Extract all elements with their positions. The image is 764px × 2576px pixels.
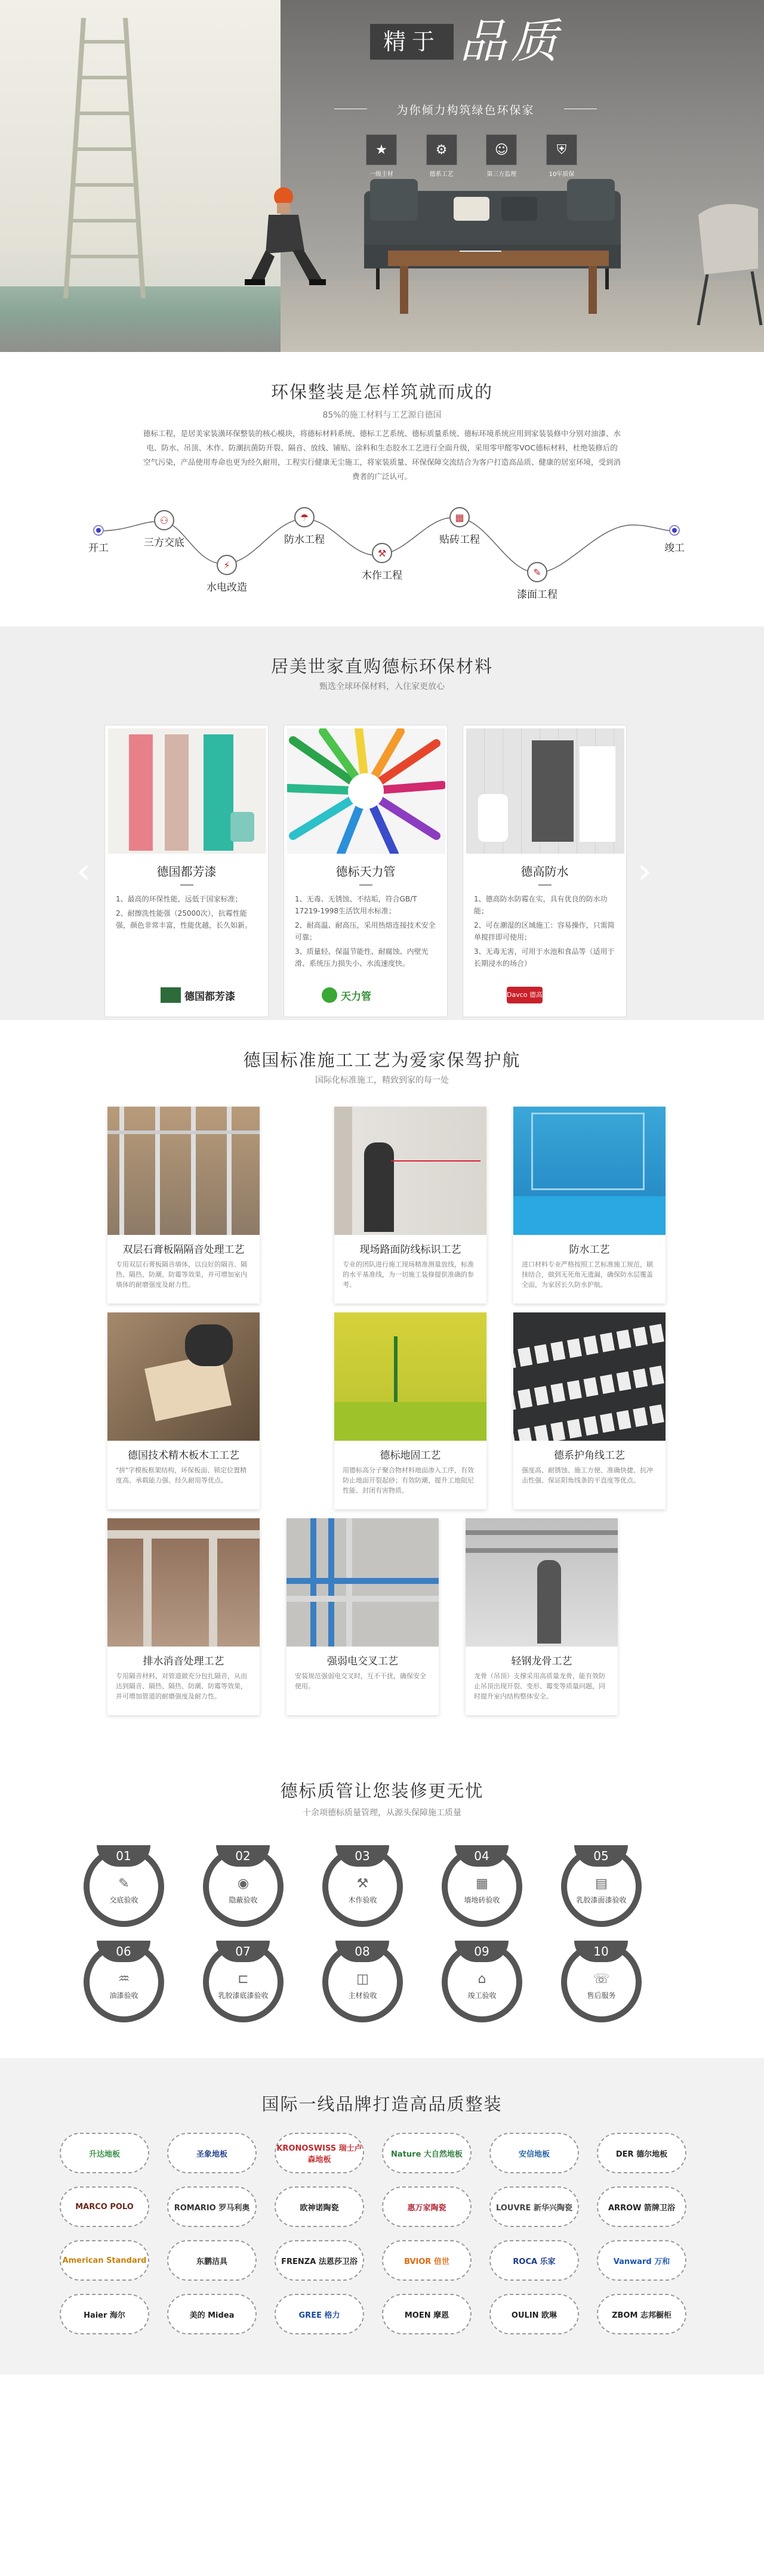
quality-number: 09: [455, 1941, 509, 1962]
woodwork-icon: ⚒: [372, 543, 392, 563]
paint-icon: ▤: [595, 1876, 608, 1891]
craft-card: [107, 1107, 260, 1304]
brand-badge: 惠万家陶瓷: [382, 2186, 472, 2227]
eye-icon: ◉: [237, 1876, 249, 1891]
craft-desc: 强度高、耐锈蚀、施工方便、准确快捷、抗冲击性强、保证阳角线条的平直度等优点。: [522, 1466, 653, 1484]
divider: [180, 884, 193, 886]
divider: [538, 884, 552, 886]
waterproof-icon: ☂: [294, 507, 315, 527]
quality-label: 隐蔽验收: [229, 1896, 258, 1904]
section-subtitle: 十余项德标质量管理，从源头保障施工质量: [303, 1808, 461, 1818]
gear-icon: ⚙: [426, 134, 457, 165]
material-point: 2、耐高温、耐高压，采用热熔连接技术安全可靠；: [295, 921, 436, 941]
box-icon: ◫: [356, 1972, 369, 1987]
hero-title-group: [370, 15, 597, 101]
hero-feature-label: 第三方监理: [486, 171, 517, 178]
brand-badge: MOEN 摩恩: [382, 2294, 472, 2334]
divider: [359, 884, 372, 886]
quality-number: 10: [574, 1941, 628, 1962]
quality-item: [84, 1942, 164, 2022]
material-point: 3、质量轻、保温节能性、耐腐蚀、内壁光滑、系统压力损失小、水流速度快。: [295, 947, 429, 968]
material-points: [105, 893, 268, 931]
quality-item: [203, 1942, 284, 2022]
brand-badge: DER 德尔地板: [597, 2133, 686, 2173]
craft-desc: 安装规范强弱电交叉时，互不干扰，确保安全使用。: [295, 1672, 426, 1690]
quality-item: [84, 1846, 164, 1927]
brand-logo-text: 天力管: [341, 990, 371, 1003]
craft-image: [286, 1518, 439, 1647]
quality-number: 06: [97, 1941, 150, 1962]
quality-label: 主材验收: [348, 1991, 377, 2000]
process-step-label: 水电改造: [207, 582, 247, 594]
craft-card: [334, 1312, 486, 1509]
material-name: 德标天力管: [335, 864, 396, 879]
brand-badge: 欧神诺陶瓷: [275, 2186, 364, 2227]
craft-desc: 专用隔音材料，对管道做充分包扎隔音，从而达到隔音、隔热、隔热、防潮、防霉等效果，并可增加管道的耐磨强度及耐力性。: [116, 1672, 247, 1700]
craft-card: [513, 1312, 666, 1509]
hero-feature-label: 一级主材: [369, 171, 393, 178]
brand-logo: [161, 983, 256, 1007]
tile-icon: ▦: [449, 507, 470, 527]
craft-image: [334, 1107, 486, 1235]
quality-label: 乳胶漆底漆验收: [218, 1991, 269, 2000]
section-title: 国际一线品牌打造高品质整装: [261, 2094, 503, 2114]
pen-icon: ✎: [118, 1876, 130, 1891]
process-step: [349, 543, 415, 582]
materials-section: [0, 626, 764, 1020]
craft-name: 防水工艺: [569, 1244, 610, 1256]
material-point: 3、无毒无害，可用于水池和食品等（适用于长期浸水的场合）: [474, 947, 615, 968]
material-point: 2、可在潮湿的区域施工：容易操作，只需简单搅拌即可使用；: [474, 921, 615, 941]
brand-badge: ZBOM 志邦橱柜: [597, 2294, 686, 2334]
roller-icon: ⊏: [238, 1972, 249, 1987]
process-step: [504, 562, 570, 601]
craft-card: [286, 1518, 439, 1715]
hero-subtitle: [334, 101, 597, 118]
craft-card: [107, 1312, 260, 1509]
shield-icon: ⛨: [546, 134, 577, 165]
craft-desc: 专业的团队进行施工现场精准测量放线，标准的水平基准线，为一切施工装修提供准确的参考。: [343, 1261, 474, 1289]
material-point: 1、德高防水防霉在实，具有优良的防水功能；: [474, 895, 608, 915]
brand-badge: BVIOR 倍世: [382, 2240, 472, 2281]
quality-item: [322, 1942, 403, 2022]
craft-desc: 进口材料专业严格按照工艺标准施工规范，刷抹结合，做到无死角无遗漏，确保防水层覆盖全面，为家居长久防水护航。: [522, 1261, 653, 1289]
section-title: 德标质管让您装修更无忧: [280, 1781, 484, 1801]
brand-badge: ROMARIO 罗马利奥: [167, 2186, 257, 2227]
section-subtitle: 85%的施工材料与工艺源自德国: [322, 410, 442, 420]
material-point: 1、最高的环保性能，远低于国家标准；: [116, 895, 242, 903]
craft-name: 德国技术精木板木工工艺: [128, 1450, 239, 1462]
material-card: [104, 725, 269, 1017]
process-step-label: 防水工程: [284, 534, 325, 546]
craft-name: 轻钢龙骨工艺: [511, 1655, 572, 1667]
inspector-icon: ☺: [486, 134, 517, 165]
craft-image: [466, 1518, 618, 1647]
craft-name: 排水消音处理工艺: [143, 1655, 224, 1667]
brands-section: [0, 2058, 764, 2374]
brand-badge: American Standard: [60, 2240, 149, 2281]
craft-name: 德标地固工艺: [380, 1450, 441, 1462]
craft-desc: 专用双层石膏板隔音墙体，以良好的隔音、隔热、隔热、防潮、防霉等效果，并可增加室内墙体的耐磨强度及耐力性。: [116, 1261, 247, 1289]
craft-desc: "拼"字模板框架结构，环保板面、锁定位置精度高、承载能力强、经久耐用等优点。: [116, 1466, 247, 1484]
quality-item: [561, 1942, 642, 2022]
section-title: 居美世家直购德标环保材料: [270, 656, 493, 677]
quality-number: 03: [335, 1845, 389, 1867]
brand-badge: 东鹏洁具: [167, 2240, 257, 2281]
brand-badge: Nature 大自然地板: [382, 2133, 472, 2173]
brand-badge: KRONOSWISS 瑞士卢森地板: [275, 2133, 364, 2173]
section-subtitle: 甄选全球环保材料，入住家更放心: [319, 682, 445, 691]
service-icon: ☏: [593, 1972, 610, 1987]
coffee-table-illustration: [388, 251, 609, 316]
hero-title-big: 品质: [460, 15, 563, 69]
env-process-section: [0, 352, 764, 626]
material-image-pipes: [287, 728, 445, 854]
quality-label: 交底验收: [109, 1896, 138, 1904]
brand-badge: 升达地板: [60, 2133, 149, 2173]
brand-logo-text: Davco 德高: [507, 987, 543, 1003]
craft-name: 双层石膏板隔隔音处理工艺: [122, 1244, 245, 1256]
material-card: [284, 725, 448, 1017]
hero-feature-list: [358, 134, 585, 182]
hero-subtitle-text: 为你倾力构筑绿色环保家: [396, 104, 535, 117]
quality-label: 售后服务: [587, 1991, 616, 2000]
quality-number: 04: [455, 1845, 509, 1867]
quality-label: 木作验收: [348, 1896, 377, 1904]
brand-badge: ARROW 箭牌卫浴: [597, 2186, 686, 2227]
process-step: [131, 510, 197, 549]
brand-badge: 安信地板: [489, 2133, 579, 2173]
hero-feature-label: 10年质保: [549, 171, 575, 178]
craft-card: [334, 1107, 486, 1304]
meeting-icon: ⚇: [154, 510, 174, 530]
quality-item: [442, 1846, 522, 1927]
carousel-next-icon[interactable]: ›: [637, 850, 652, 892]
paint-icon: ✎: [527, 562, 547, 582]
medal-icon: ★: [366, 134, 397, 165]
quality-number: 05: [574, 1845, 628, 1867]
craft-name: 强弱电交叉工艺: [327, 1655, 398, 1667]
process-step: [427, 507, 492, 546]
hero-banner: [0, 0, 764, 352]
craft-image: [513, 1107, 666, 1235]
hero-feature: [538, 134, 585, 182]
quality-label: 墙地砖验收: [464, 1896, 500, 1904]
material-image-paint: [108, 728, 266, 854]
start-dot-icon: [93, 525, 104, 536]
process-step-label: 开工: [88, 542, 109, 554]
process-step-start: [66, 525, 131, 554]
craft-image: [334, 1312, 486, 1441]
brand-logo-text: 德国都芳漆: [184, 990, 235, 1003]
end-dot-icon: [669, 525, 680, 536]
brand-badge: MARCO POLO: [60, 2186, 149, 2227]
hero-feature: [358, 134, 405, 182]
brand-badge: 美的 Midea: [167, 2294, 257, 2334]
quality-label: 乳胶漆面漆验收: [576, 1896, 627, 1904]
craft-image: [513, 1312, 666, 1441]
material-card: [463, 725, 627, 1017]
hero-feature: [478, 134, 525, 182]
quality-number: 01: [97, 1845, 150, 1867]
brand-badge: OULIN 欧琳: [489, 2294, 579, 2334]
craft-image: [107, 1518, 260, 1647]
brand-badge: LOUVRE 新华兴陶瓷: [489, 2186, 579, 2227]
brand-badge: Vanward 万和: [597, 2240, 686, 2281]
plumbing-icon: ⚡: [217, 555, 237, 575]
quality-number: 08: [335, 1941, 389, 1962]
page-footer-space: [0, 2374, 764, 2576]
process-step-label: 木作工程: [362, 570, 402, 582]
worker-illustration: [227, 179, 328, 298]
quality-item: [442, 1942, 522, 2022]
craft-image: [107, 1107, 260, 1235]
craft-section: [0, 1020, 764, 1754]
brand-logo: [507, 983, 602, 1007]
quality-label: 油漆验收: [109, 1991, 138, 2000]
craft-image: [107, 1312, 260, 1441]
material-name: 德高防水: [520, 864, 569, 879]
house-icon: ⌂: [478, 1972, 486, 1987]
quality-section: [0, 1754, 764, 2058]
brand-badge: ROCA 乐家: [489, 2240, 579, 2281]
brush-icon: ♒: [118, 1972, 130, 1987]
hero-feature: [418, 134, 465, 182]
craft-card: [466, 1518, 618, 1715]
quality-label: 竣工验收: [467, 1991, 497, 2000]
process-step: [272, 507, 337, 546]
quality-item: [203, 1846, 284, 1927]
chair-illustration: [686, 197, 764, 328]
process-step-end: [642, 525, 707, 554]
process-step-label: 漆面工程: [517, 589, 557, 601]
material-points: [463, 893, 626, 969]
craft-card: [107, 1518, 260, 1715]
material-point: 1、无毒、无锈蚀、不结垢，符合GB/T 17219-1998生活饮用水标准；: [295, 895, 417, 915]
craft-name: 现场路面防线标识工艺: [359, 1244, 461, 1256]
material-points: [284, 893, 447, 969]
craft-desc: 用德标高分子聚合物材料地面渗入工序，有效防止地面开裂起砂；有效防潮、提升工地阻尼性能、封闭有害物质。: [343, 1466, 474, 1494]
quality-number: 02: [216, 1845, 270, 1867]
brand-badge: Haier 海尔: [60, 2294, 149, 2334]
ladder-illustration: [60, 18, 149, 298]
process-step-label: 竣工: [664, 542, 685, 554]
craft-card: [513, 1107, 666, 1304]
section-title: 环保整装是怎样筑就而成的: [270, 382, 493, 402]
material-name: 德国都芳漆: [156, 864, 217, 879]
material-point: 2、耐擦洗性能强（25000次），抗霉性能强，颜色非常丰富，性能优越，长久如新。: [116, 909, 252, 929]
process-timeline: [60, 507, 704, 620]
process-step: [194, 555, 260, 594]
hero-feature-label: 德系工艺: [429, 171, 454, 178]
carousel-prev-icon[interactable]: ‹: [76, 850, 91, 892]
process-step-label: 三方交底: [144, 537, 184, 549]
hammer-icon: ⚒: [356, 1876, 369, 1891]
brand-logo: [322, 983, 417, 1007]
craft-name: 德系护角线工艺: [554, 1450, 625, 1462]
material-image-bathroom: [466, 728, 624, 854]
quality-number: 07: [216, 1941, 270, 1962]
brand-badge: GREE 格力: [275, 2294, 364, 2334]
hero-title-box: 精于: [370, 24, 454, 60]
env-intro: 德标工程，是居美家装潢环保整装的核心模块，将德标材料系统、德标工艺系统、德标质量系统、德标环境系统应用到家装装修中分别对油漆、水电、防水、吊顶、木作、防潮抗菌防开裂、隔音、放线、铺贴、涂料和生态胶水工艺进行全面升级，采用零甲醛零VOC德标材料，杜绝装修后的空气污染，产品使用寿命也更为经久耐用，工程实行健康无尘施工，将家装质量、环保保障交流结合为客户打造高品质、健康的居室环境，受到消费者的广泛认可。: [143, 429, 621, 481]
section-subtitle: 国际化标准施工，精致到家的每一处: [315, 1076, 449, 1085]
brand-badge: 圣象地板: [167, 2133, 257, 2173]
quality-item: [322, 1846, 403, 1927]
section-title: 德国标准施工工艺为爱家保驾护航: [243, 1050, 521, 1070]
quality-item: [561, 1846, 642, 1927]
tile-icon: ▦: [476, 1876, 488, 1891]
process-step-label: 贴砖工程: [439, 534, 480, 546]
brand-badge: FRENZA 法恩莎卫浴: [275, 2240, 364, 2281]
craft-desc: 龙骨（吊顶）支撑采用高质量龙骨，能有效防止吊顶出现开裂、变形、霉变等质量问题，同时提升室内结构整体安全。: [474, 1672, 605, 1700]
